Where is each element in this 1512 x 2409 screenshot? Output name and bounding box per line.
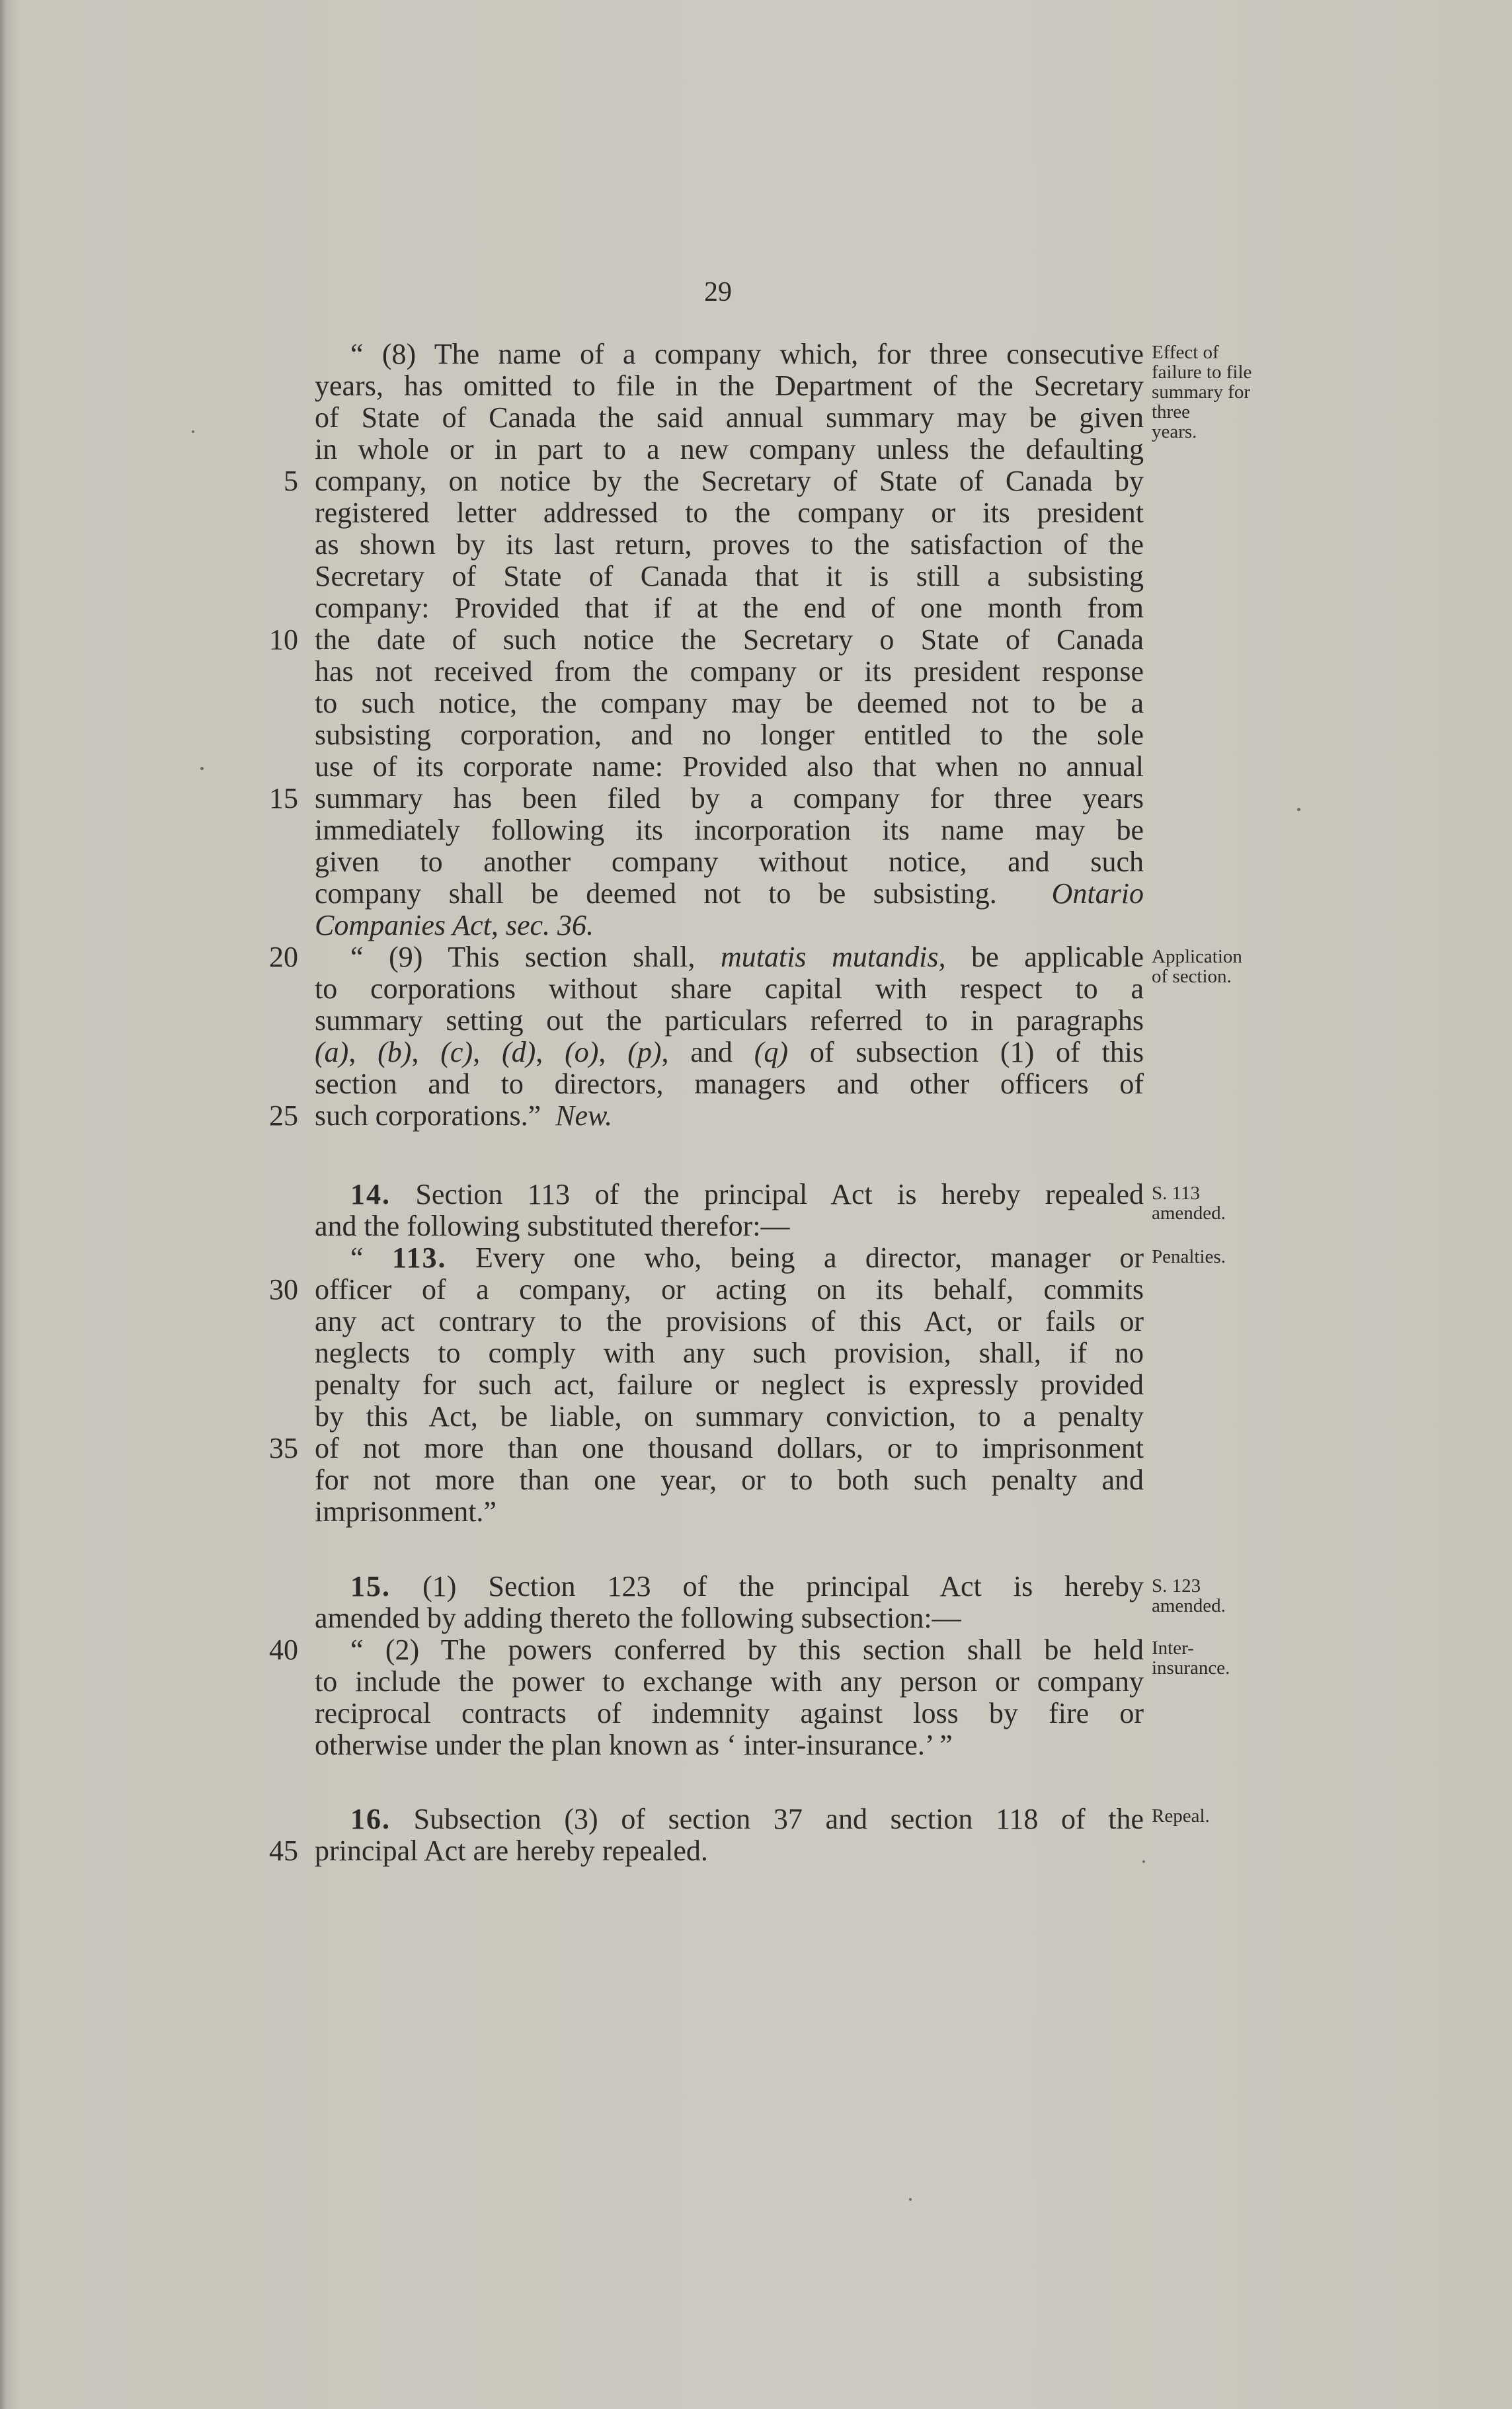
text-line: amended by adding thereto the following subsection:—	[315, 1602, 961, 1634]
page-number: 29	[704, 277, 732, 307]
para-ref: (d)	[501, 1036, 536, 1068]
citation-italic: Ontario	[1051, 877, 1144, 910]
text-line	[315, 878, 1144, 910]
text-line: use of its corporate name: Provided also that when no annual	[315, 750, 1144, 783]
para-ref: (o)	[565, 1036, 599, 1068]
text-line: section and to directors, managers and other officers of	[315, 1068, 1144, 1100]
margin-note-effect	[1152, 342, 1304, 442]
italic-phrase: mutatis mutandis,	[720, 941, 946, 973]
margin-note-inter-insurance	[1152, 1638, 1304, 1678]
text-line: subsisting corporation, and no longer entitled to the sole	[315, 719, 1144, 751]
text-line: imprisonment.”	[315, 1495, 497, 1528]
margin-note-line: amended.	[1152, 1595, 1226, 1616]
text-line: the date of such notice the Secretary o State of Canada	[315, 623, 1144, 656]
text-line: to such notice, the company may be deemed not to be a	[315, 687, 1144, 719]
line-number: 30	[269, 1273, 298, 1306]
text-span: (1) Section 123 of the principal Act is hereby	[422, 1570, 1144, 1602]
line-number: 40	[269, 1634, 298, 1666]
paragraph-subsection-8	[315, 338, 1144, 941]
margin-note-line: amended.	[1152, 1203, 1226, 1224]
margin-note-penalties	[1152, 1247, 1304, 1267]
text-span: and	[690, 1036, 733, 1068]
text-line: registered letter addressed to the company or its president	[315, 496, 1144, 529]
text-line: officer of a company, or acting on its behalf, commits	[315, 1273, 1144, 1306]
section-number: 113.	[391, 1242, 447, 1274]
text-line: given to another company without notice, and such	[315, 846, 1144, 878]
text-line: summary setting out the particulars referred to in paragraphs	[315, 1004, 1144, 1037]
text-line: Secretary of State of Canada that it is still a subsisting	[315, 560, 1144, 592]
text-line: company, on notice by the Secretary of State of Canada by	[315, 465, 1144, 497]
line-number: 25	[269, 1099, 298, 1132]
line-number: 45	[269, 1835, 298, 1867]
line-number: 15	[269, 782, 298, 814]
margin-note-line: of section.	[1152, 966, 1232, 987]
text-span: Subsection (3) of section 37 and section 118 of the	[413, 1803, 1144, 1835]
para-ref: (q)	[754, 1036, 789, 1068]
line-number: 10	[269, 623, 298, 656]
text-line: for not more than one year, or to both such penalty and	[315, 1464, 1144, 1496]
margin-note-line: three	[1152, 401, 1190, 422]
text-line: reciprocal contracts of indemnity against loss by fire or	[315, 1697, 1144, 1729]
para-ref: (c)	[440, 1036, 473, 1068]
text-line: principal Act are hereby repealed.	[315, 1835, 708, 1867]
margin-note-line: summary for	[1152, 381, 1250, 403]
paper-speck	[200, 767, 204, 770]
paper-speck	[909, 2198, 912, 2201]
margin-note-s123	[1152, 1576, 1304, 1616]
text-line: as shown by its last return, proves to the satisfaction of the	[315, 528, 1144, 561]
text-line: years, has omitted to file in the Department of the Secretary	[315, 370, 1144, 402]
text-line	[315, 1100, 1144, 1132]
margin-note-line: Effect of	[1152, 342, 1219, 363]
margin-note-line: Inter-	[1152, 1638, 1194, 1659]
paper-speck	[1142, 1860, 1145, 1863]
margin-note-line: years.	[1152, 421, 1197, 442]
margin-note-application	[1152, 947, 1304, 986]
section-number: 14.	[350, 1178, 391, 1210]
text-line: summary has been filed by a company for three years	[315, 782, 1144, 814]
section-number: 15.	[350, 1570, 391, 1602]
para-ref: (b)	[378, 1036, 412, 1068]
margin-note-line: failure to file	[1152, 362, 1252, 383]
text-line: of not more than one thousand dollars, or to imprisonment	[315, 1432, 1144, 1464]
text-line: neglects to comply with any such provision, shall, if no	[315, 1337, 1144, 1369]
para-ref: (p)	[627, 1036, 662, 1068]
line-number: 35	[269, 1432, 298, 1464]
margin-note-line: Application	[1152, 946, 1242, 967]
text-line	[315, 1803, 1144, 1835]
text-line: by this Act, be liable, on summary conviction, to a penalty	[315, 1400, 1144, 1433]
line-number: 20	[269, 941, 298, 973]
text-line: “ (2) The powers conferred by this section shall be held	[350, 1634, 1144, 1666]
paragraph-subsection-9	[315, 941, 1144, 1132]
text-line	[315, 1179, 1144, 1210]
text-line	[315, 941, 1144, 973]
margin-note-line: Repeal.	[1152, 1805, 1210, 1827]
text-line: in whole or in part to a new company unless the defaulting	[315, 433, 1144, 465]
text-span: Section 113 of the principal Act is hereby repealed	[415, 1178, 1144, 1210]
text-line: penalty for such act, failure or neglect is expressly provided	[315, 1368, 1144, 1401]
text-line: otherwise under the plan known as ‘ inter-insurance.’ ”	[315, 1729, 953, 1761]
margin-note-line: insurance.	[1152, 1657, 1230, 1678]
text-span: “	[350, 1242, 364, 1274]
italic-phrase: New.	[555, 1099, 613, 1132]
text-line: to corporations without share capital with respect to a	[315, 972, 1144, 1005]
citation-italic: Companies Act, sec. 36.	[315, 909, 594, 941]
margin-note-s113	[1152, 1183, 1304, 1223]
text-span: such corporations.”	[315, 1099, 541, 1132]
section-15	[315, 1571, 1144, 1761]
text-line	[315, 1242, 1144, 1274]
para-ref: (a)	[315, 1036, 349, 1068]
paper-speck	[1297, 808, 1300, 811]
text-line: (a), (b), (c), (d), (o), (p), and (q) of subsection (1) of this	[315, 1036, 1144, 1068]
text-span: be applicable	[971, 941, 1144, 973]
text-line: any act contrary to the provisions of this Act, or fails or	[315, 1305, 1144, 1337]
text-line: to include the power to exchange with any person or company	[315, 1665, 1144, 1698]
text-line: “ (8) The name of a company which, for three consecutive	[350, 338, 1144, 370]
section-number: 16.	[350, 1803, 391, 1835]
text-span: Every one who, being a director, manager or	[475, 1242, 1144, 1274]
section-14	[315, 1179, 1144, 1528]
text-line: of State of Canada the said annual summary may be given	[315, 401, 1144, 434]
paper-speck	[192, 430, 194, 433]
margin-note-line: S. 113	[1152, 1183, 1201, 1204]
text-span: of subsection (1) of this	[809, 1036, 1144, 1068]
text-line	[315, 1571, 1144, 1602]
text-span: “ (9) This section shall,	[350, 941, 696, 973]
margin-note-line: S. 123	[1152, 1575, 1201, 1597]
margin-note-repeal	[1152, 1806, 1304, 1826]
text-line	[315, 910, 1144, 941]
margin-note-line: Penalties.	[1152, 1246, 1226, 1267]
text-line: and the following substituted therefor:—	[315, 1210, 790, 1242]
text-line: has not received from the company or its president response	[315, 655, 1144, 688]
text-line: company: Provided that if at the end of one month from	[315, 592, 1144, 624]
section-16	[315, 1803, 1144, 1867]
text-line: immediately following its incorporation its name may be	[315, 814, 1144, 846]
text-span: company shall be deemed not to be subsisting.	[315, 877, 997, 910]
line-number: 5	[284, 465, 298, 497]
